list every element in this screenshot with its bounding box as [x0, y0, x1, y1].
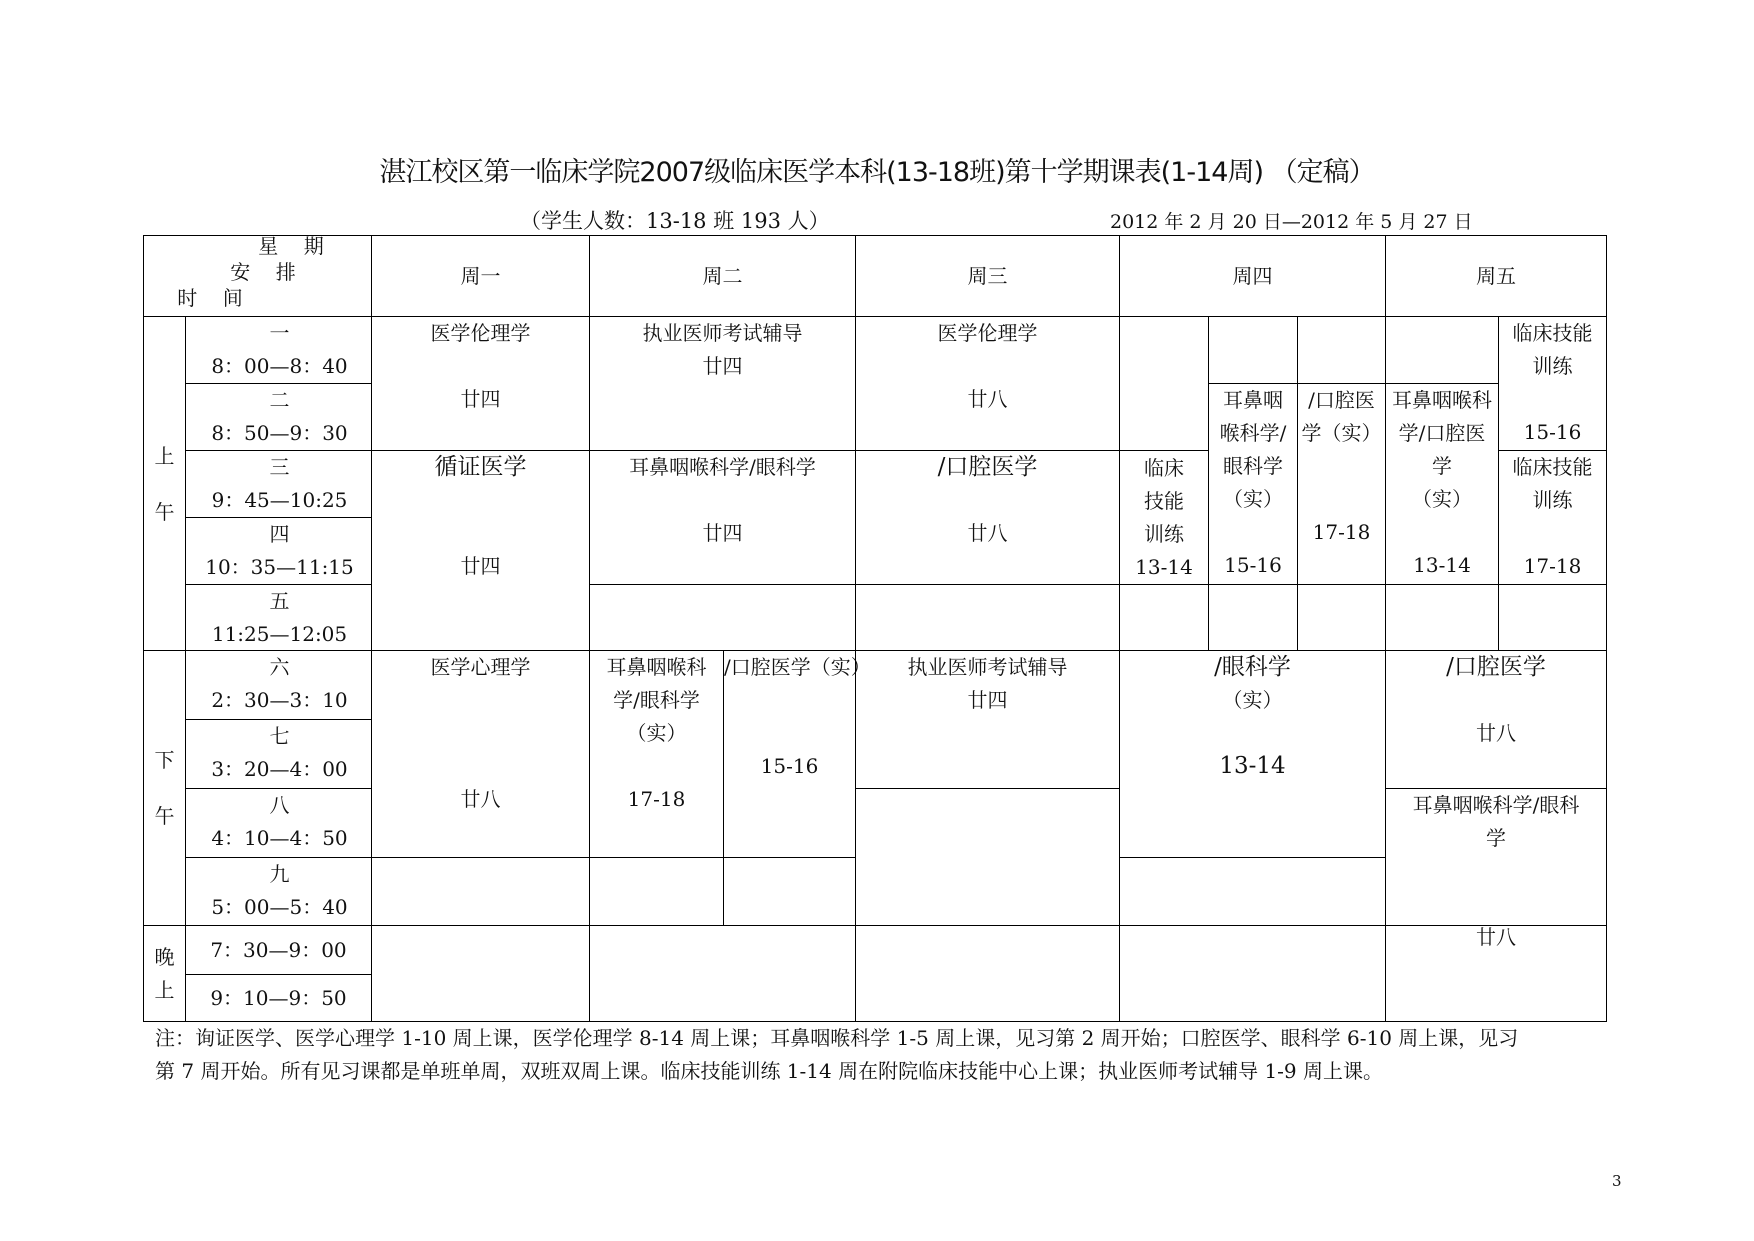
period-cell	[185, 584, 372, 651]
period-time: 9：45—10:25	[211, 488, 348, 512]
period-cell	[185, 517, 372, 585]
period-time: 5：00—5：40	[211, 895, 348, 919]
period-cell	[185, 857, 372, 926]
class-cell	[723, 650, 871, 858]
period-time: 10：35—11:15	[205, 555, 354, 579]
empty-cell	[1208, 316, 1298, 384]
class-cell: 耳鼻咽喉科学/眼科 学 廿八	[1385, 788, 1607, 926]
empty-cell	[371, 925, 590, 1022]
course-name: /口腔医学	[937, 454, 1038, 480]
period-time: 4：10—4：50	[211, 826, 348, 850]
empty-cell	[1385, 584, 1499, 651]
empty-cell	[589, 584, 856, 651]
class-cell: /口腔医 学（实） 17-18	[1297, 383, 1386, 585]
period-time: 3：20—4：00	[211, 757, 348, 781]
class-cell: 耳鼻咽 喉科学/ 眼科学 （实） 15-16	[1208, 383, 1298, 585]
class-cell: 医学伦理学 廿四	[371, 316, 590, 451]
class-cell: 临床 技能 训练 13-14	[1119, 450, 1209, 585]
period-number: 七	[269, 724, 290, 748]
course-room: 廿八	[967, 521, 1008, 545]
empty-cell	[1297, 316, 1386, 384]
period-time: 2：30—3：10	[211, 688, 348, 712]
class-cell: 执业医师考试辅导 廿四	[589, 316, 856, 451]
page-title: 湛江校区第一临床学院2007级临床医学本科(13-18班)第十学期课表(1-14周) （定稿）	[379, 157, 1375, 188]
empty-cell	[855, 788, 1120, 926]
class-cell: 执业医师考试辅导 廿四	[855, 650, 1120, 789]
page-number: 3	[1612, 1172, 1622, 1190]
empty-cell	[1385, 925, 1607, 1022]
empty-cell	[589, 925, 856, 1022]
class-cell: 临床技能 训练 15-16	[1498, 316, 1607, 451]
student-count: （学生人数：13-18 班 193 人）	[520, 209, 830, 233]
period-time: 11:25—12:05	[211, 622, 348, 646]
empty-cell	[589, 857, 724, 926]
class-cell: 临床技能 训练 17-18	[1498, 450, 1607, 585]
course-name: /眼科学	[1214, 654, 1291, 680]
course-weeks: 15-16	[760, 754, 819, 778]
course-room: 廿四	[460, 554, 501, 578]
period-number: 五	[269, 589, 290, 613]
day-header: 周一	[371, 235, 590, 317]
session-morning: 上 午	[143, 316, 186, 651]
period-cell	[185, 383, 372, 451]
class-cell: 耳鼻咽喉科 学/口腔医 学 （实） 13-14	[1385, 383, 1499, 585]
empty-cell	[1119, 584, 1209, 651]
session-afternoon: 下 午	[143, 650, 186, 926]
period-number: 六	[269, 655, 290, 679]
header-time: 时 间	[177, 286, 243, 310]
period-number: 二	[269, 388, 290, 412]
empty-cell	[855, 584, 1120, 651]
empty-cell	[723, 857, 856, 926]
date-range: 2012 年 2 月 20 日—2012 年 5 月 27 日	[1110, 211, 1473, 233]
header-arrange: 安 排	[230, 260, 296, 284]
class-cell	[1119, 650, 1386, 858]
empty-cell	[1119, 925, 1386, 1022]
header-star: 星 期	[258, 234, 324, 258]
class-cell: 耳鼻咽喉科学/眼科学 廿四	[589, 450, 856, 585]
period-number: 八	[269, 793, 290, 817]
period-time: 8：00—8：40	[211, 354, 348, 378]
class-cell: 医学心理学 廿八	[371, 650, 590, 858]
empty-cell	[855, 925, 1120, 1022]
empty-cell	[1297, 584, 1386, 651]
empty-cell	[1208, 584, 1298, 651]
empty-cell	[1119, 857, 1386, 926]
period-number: 九	[269, 862, 290, 886]
course-weeks: 13-14	[1219, 753, 1286, 779]
class-cell	[371, 450, 590, 651]
class-cell: 耳鼻咽喉科 学/眼科学 （实） 17-18	[589, 650, 724, 858]
course-room: 廿八	[1476, 721, 1516, 745]
day-header: 周五	[1385, 235, 1607, 317]
empty-cell	[371, 857, 590, 926]
course-name: /口腔医学（实）	[724, 655, 871, 679]
period-cell	[185, 450, 372, 518]
period-cell	[185, 650, 372, 720]
course-name: 循证医学	[434, 454, 527, 480]
period-cell	[185, 788, 372, 858]
period-number: 一	[269, 321, 290, 345]
session-evening: 晚 上	[143, 925, 186, 1022]
class-cell	[855, 450, 1120, 585]
period-cell: 9：10—9：50	[185, 974, 372, 1022]
period-cell	[185, 719, 372, 789]
footnote: 注：询证医学、医学心理学 1-10 周上课，医学伦理学 8-14 周上课；耳鼻咽喉科学 1-5 周上课，见习第 2 周开始；口腔医学、眼科学 6-10 周上课，见习 第 7 周开始。所有见习课都是单班单周，双班双周上课。临床技能训练 1-14 周在附院临床技能中心上课；执业医师考试辅导 1-9 周上课。	[155, 1026, 1519, 1083]
empty-cell	[1119, 316, 1209, 451]
period-cell	[185, 316, 372, 384]
class-cell: 医学伦理学 廿八	[855, 316, 1120, 451]
empty-cell	[1385, 316, 1499, 384]
day-header: 周二	[589, 235, 856, 317]
period-number: 三	[269, 455, 290, 479]
period-cell: 7：30—9：00	[185, 925, 372, 975]
course-name: /口腔医学	[1446, 654, 1546, 680]
day-header: 周四	[1119, 235, 1386, 317]
empty-cell	[1498, 584, 1607, 651]
day-header: 周三	[855, 235, 1120, 317]
period-time: 8：50—9：30	[211, 421, 348, 445]
class-cell	[1385, 650, 1607, 789]
period-number: 四	[269, 522, 290, 546]
course-type: （实）	[1222, 688, 1283, 712]
